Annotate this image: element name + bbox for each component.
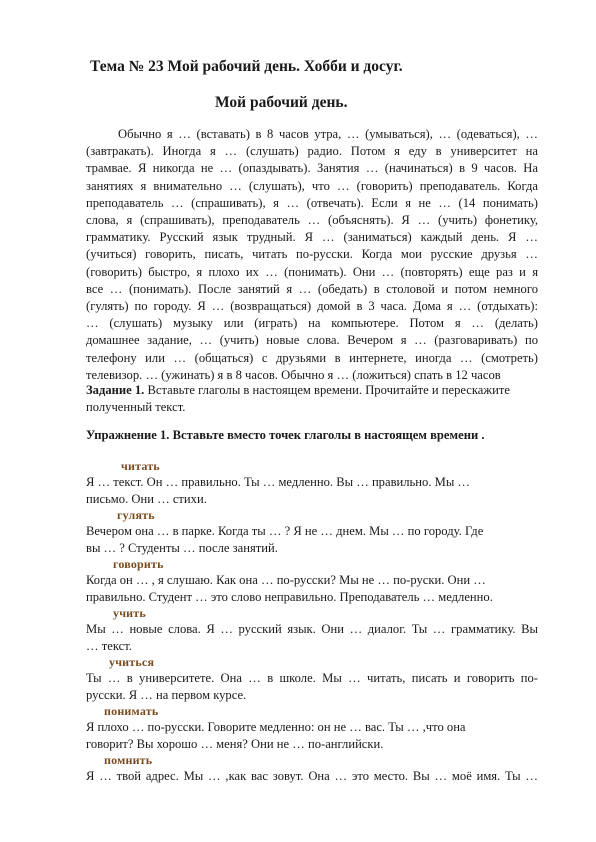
text-line: грамматику. Русский язык трудный. Я … (заниматься) каждый день. Я … [86, 230, 538, 245]
exercise-block [86, 572, 538, 605]
reading-text [86, 126, 538, 384]
text-line: все … (понимать). После занятий я … (обедать) в столовой и потом немного [86, 281, 538, 296]
verb-heading: учиться [109, 655, 155, 669]
exercise-line: Когда он … , я слушаю. Как она … по-русски? Мы не … по-руски. Они … [86, 573, 486, 587]
text-line: занятиях я внимательно … (слушать), что … (говорить) преподаватель. Когда [86, 178, 538, 193]
text-title: Мой рабочий день. [215, 94, 348, 111]
exercise-line: говорит? Вы хорошо … меня? Они не … по-английски. [86, 736, 384, 751]
task-text: Вставьте глаголы в настоящем времени. Прочитайте и перескажите полученный текст. [86, 383, 510, 415]
page-title: Тема № 23 Мой рабочий день. Хобби и досуг. [90, 58, 403, 75]
text-line: Обычно я … (вставать) в 8 часов утра, … (умываться), … (одеваться), … [118, 127, 538, 141]
exercise-line: правильно. Студент … это слово неправильно. Преподаватель … медленно. [86, 589, 493, 604]
exercise-line: Ты … в университете. Она … в школе. Мы … читать, писать и говорить по- [86, 671, 538, 685]
exercise-block [86, 670, 538, 703]
text-line: телефону или … (общаться) с друзьями в интернете, иногда … (смотреть) [86, 350, 538, 365]
exercise-line: Я … текст. Он … правильно. Ты … медленно. Вы … правильно. Мы … [86, 475, 471, 489]
exercise-line: Я … твой адрес. Мы … ,как вас зовут. Она … это место. Вы … моё имя. Ты … [86, 769, 538, 783]
exercise-line: Я плохо … по-русски. Говорите медленно: он не … вас. Ты … ,что она [86, 720, 466, 734]
exercise-line: русски. Я … на первом курсе. [86, 687, 247, 702]
text-line: … (слушать) музыку или (играть) на компьютере. Потом я … (делать) [86, 316, 538, 331]
text-line: преподаватель … (спрашивать), я … (отвечать). Если я не … (14 понимать) [86, 195, 538, 210]
exercise-line: Вечером она … в парке. Когда ты … ? Я не … днем. Мы … по городу. Где [86, 524, 484, 538]
text-line: домашнее задание, … (учить) новые слова. Вечером я … (разговаривать) по [86, 333, 538, 348]
exercise-block [86, 768, 538, 785]
verb-heading: гулять [117, 508, 155, 522]
task-1 [86, 382, 538, 416]
text-line: слова, я (спрашивать), преподаватель … (объяснять). Я … (учить) фонетику, [86, 213, 538, 228]
text-line: (гулять) по городу. Я … (возвращаться) домой в 3 часа. Дома я … (отдыхать): [86, 299, 538, 314]
exercise-line: Мы … новые слова. Я … русский язык. Они … диалог. Ты … грамматику. Вы [86, 622, 538, 636]
text-line: трамвае. Я никогда не … (опаздывать). Занятия … (начинаться) в 9 часов. На [86, 161, 538, 176]
exercise-block [86, 621, 538, 654]
verb-heading: говорить [113, 557, 164, 571]
text-line: телевизор. … (ужинать) я в 8 часов. Обычно я … (ложиться) спать в 12 часов [86, 367, 501, 382]
verb-heading: учить [113, 606, 146, 620]
exercise-block [86, 474, 538, 507]
exercise-title: Упражнение 1. Вставьте вместо точек глаголы в настоящем времени . [86, 428, 485, 442]
verb-heading: понимать [104, 704, 159, 718]
exercise-line: письмо. Они … стихи. [86, 491, 207, 506]
text-line: (учиться) говорить, писать, читать по-русски. Когда мои русские друзья … [86, 247, 538, 262]
task-label: Задание 1. [86, 383, 145, 397]
verb-heading: помнить [104, 753, 153, 767]
text-line: (говорить) быстро, я плохо их … (понимать). Они … (повторять) еще раз и я [86, 264, 538, 279]
exercise-line: … текст. [86, 638, 132, 653]
exercise-block [86, 719, 538, 752]
verb-heading: читать [121, 459, 160, 473]
exercise-block [86, 523, 538, 556]
exercise-line: вы … ? Студенты … после занятий. [86, 540, 278, 555]
text-line: (завтракать). Иногда я … (слушать) радио. Потом я еду в университет на [86, 144, 538, 159]
